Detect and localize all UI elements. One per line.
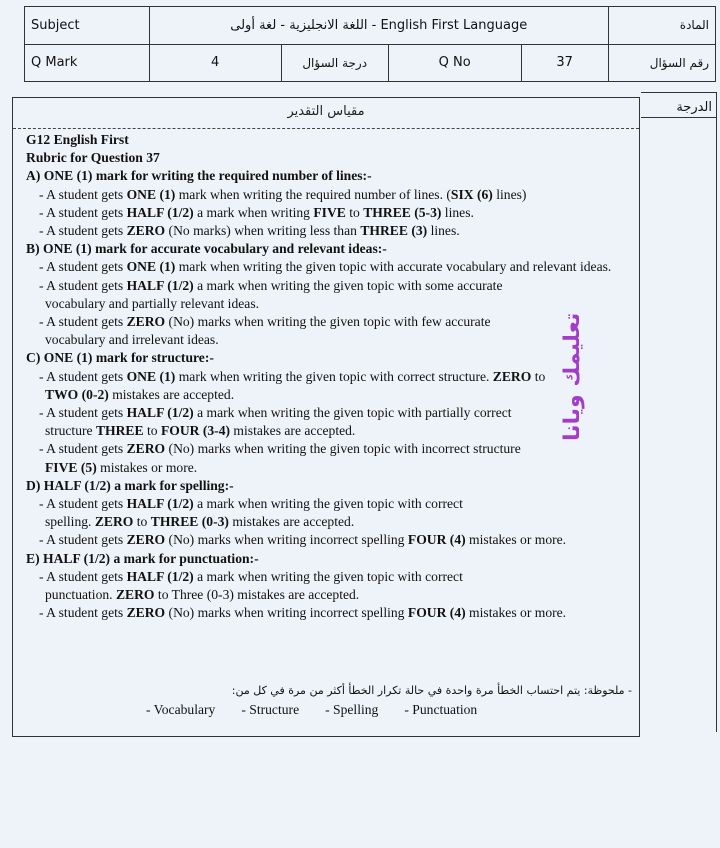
section-b-item: - A student gets ONE (1) mark when writing the given topic with accurate vocabulary and relevant ideas. bbox=[39, 259, 612, 275]
qmark-value: 4 bbox=[149, 44, 281, 82]
section-e-item: - A student gets ZERO (No) marks when writing incorrect spelling FOUR (4) mistakes or more. bbox=[39, 605, 567, 621]
header-table bbox=[24, 6, 716, 82]
rubric-title: مقياس التقدير bbox=[287, 104, 365, 119]
right-border bbox=[716, 92, 717, 732]
subject-label: Subject bbox=[25, 7, 150, 45]
qno-label-ar: رقم السؤال bbox=[608, 44, 715, 82]
category-punctuation: - Punctuation bbox=[404, 702, 478, 717]
doc-line-2: Rubric for Question 37 bbox=[26, 150, 160, 166]
section-a-heading: A) ONE (1) mark for writing the required number of lines:- bbox=[26, 168, 372, 184]
section-a-item: - A student gets ONE (1) mark when writing the required number of lines. (SIX (6) lines) bbox=[39, 186, 527, 202]
section-a-item: - A student gets ZERO (No marks) when writing less than THREE (3) lines. bbox=[39, 223, 460, 239]
qno-label: Q No bbox=[388, 44, 521, 82]
doc-line-1: G12 English First bbox=[26, 132, 129, 147]
section-e-item: - A student gets HALF (1/2) a mark when writing the given topic with correct punctuation. ZERO to Three (0-3) mistakes are accepted. bbox=[39, 568, 463, 603]
qmark-label-ar: درجة السؤال bbox=[281, 44, 388, 82]
section-c-item: - A student gets ZERO (No) marks when writing the given topic with incorrect structure FIVE (5) mistakes or more. bbox=[39, 441, 521, 475]
section-b-heading: B) ONE (1) mark for accurate vocabulary and relevant ideas:- bbox=[26, 241, 387, 257]
qmark-label: Q Mark bbox=[25, 44, 150, 82]
grade-label: الدرجة bbox=[676, 100, 712, 115]
subject-label-ar: المادة bbox=[608, 7, 715, 45]
rubric-note: - ملحوظة: يتم احتساب الخطأ مرة واحدة في حالة تكرار الخطأ أكثر من مرة في كل من: bbox=[231, 684, 632, 697]
rubric-content bbox=[26, 131, 626, 622]
qno-value: 37 bbox=[521, 44, 608, 82]
category-structure: - Structure bbox=[241, 702, 300, 717]
title-divider bbox=[13, 128, 639, 129]
section-d-heading: D) HALF (1/2) a mark for spelling:- bbox=[26, 477, 234, 493]
section-c-item: - A student gets HALF (1/2) a mark when writing the given topic with partially correct structure THREE to FOUR (3-4) mistakes are accepted. bbox=[39, 405, 512, 439]
section-c-heading: C) ONE (1) mark for structure:- bbox=[26, 350, 214, 366]
note-categories bbox=[146, 702, 477, 718]
section-a-item: - A student gets HALF (1/2) a mark when writing FIVE to THREE (5-3) lines. bbox=[39, 204, 474, 220]
watermark: تعليمك ويانا bbox=[560, 312, 585, 442]
section-e-heading: E) HALF (1/2) a mark for punctuation:- bbox=[26, 550, 259, 566]
subject-value: اللغة الانجليزية - لغة أولى - English First Language bbox=[149, 7, 608, 45]
section-b-item: - A student gets ZERO (No) marks when writing the given topic with few accurate vocabulary and irrelevant ideas. bbox=[39, 314, 491, 348]
category-vocabulary: - Vocabulary bbox=[146, 702, 216, 717]
section-d-item: - A student gets HALF (1/2) a mark when writing the given topic with correct spelling. ZERO to THREE (0-3) mistakes are accepted. bbox=[39, 496, 463, 530]
section-b-item: - A student gets HALF (1/2) a mark when writing the given topic with some accurate vocabulary and partially relevant ideas. bbox=[39, 277, 503, 311]
section-d-item: - A student gets ZERO (No) marks when writing incorrect spelling FOUR (4) mistakes or more. bbox=[39, 532, 567, 548]
section-c-item: - A student gets ONE (1) mark when writing the given topic with correct structure. ZERO to TWO (0-2) mistakes are accepted. bbox=[39, 368, 546, 402]
category-spelling: - Spelling bbox=[325, 702, 379, 717]
